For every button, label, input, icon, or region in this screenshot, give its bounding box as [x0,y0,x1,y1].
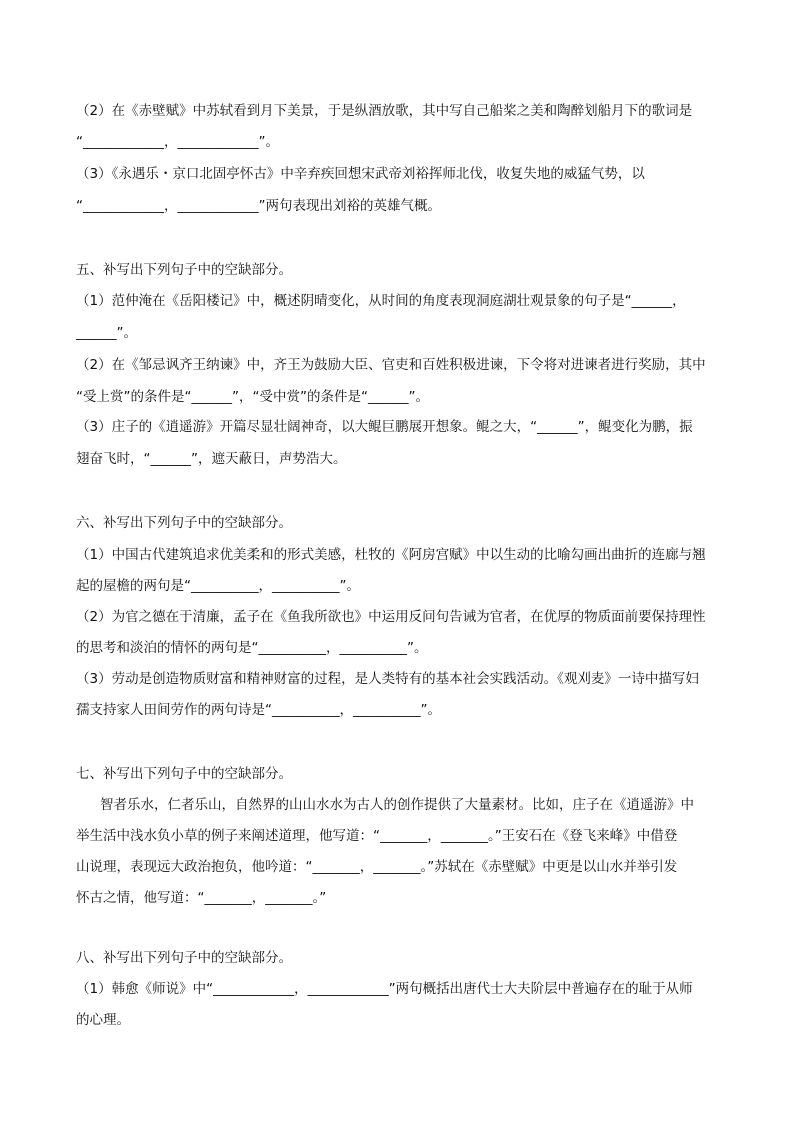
question-line: （2）在《邹忌讽齐王纳谏》中，齐王为鼓励大臣、官吏和百姓积极进谏，下令将对进谏者进行奖励，其中 [76,357,706,373]
section-heading: 六、补写出下列句子中的空缺部分。 [76,515,292,531]
question-line: （1）中国古代建筑追求优美柔和的形式美感，杜牧的《阿房宫赋》中以生动的比喻勾画出曲折的连廊与翘 [76,547,706,563]
answer-blank-line: 的思考和淡泊的情怀的两句是“__________，__________”。 [76,640,428,656]
answer-blank-line: 翅奋飞时，“______”，遮天蔽日，声势浩大。 [76,451,347,467]
answer-blank-line: ______”。 [76,325,137,341]
section-heading: 八、补写出下列句子中的空缺部分。 [76,950,292,966]
question-line: （3）《永遇乐・京口北固亭怀古》中辛弃疾回想宋武帝刘裕挥师北伐，收复失地的威猛气势，以 [76,166,645,182]
answer-blank-line: “受上赏”的条件是“______”，“受中赏”的条件是“______”。 [76,389,429,405]
question-line: （3）劳动是创造物质财富和精神财富的过程，是人类特有的基本社会实践活动。《观刈麦》一诗中描写妇 [76,671,699,687]
paragraph-line: 举生活中浅水负小草的例子来阐述道理，他写道：“_______，_______。”王安石在《登飞来峰》中借登 [76,828,678,844]
question-line: （1）韩愈《师说》中“____________，____________”两句概括出唐代士大夫阶层中普遍存在的耻于从师 [76,981,693,997]
section-heading: 五、补写出下列句子中的空缺部分。 [76,262,292,278]
answer-blank-line: 起的屋檐的两句是“__________，__________”。 [76,578,360,594]
question-line: （1）范仲淹在《岳阳楼记》中，概述阴晴变化，从时间的角度表现洞庭湖壮观景象的句子是“______， [76,293,686,309]
paragraph-line: 怀古之情，他写道：“_______，_______。” [76,890,327,906]
answer-blank-line: 的心理。 [76,1012,130,1028]
paragraph-line: 山说理，表现远大政治抱负，他吟道：“_______，_______。”苏轼在《赤壁赋》中更是以山水并举引发 [76,859,678,875]
answer-blank-line: 孺支持家人田间劳作的两句诗是“__________，__________”。 [76,702,441,718]
question-line: （3）庄子的《逍遥游》开篇尽显壮阔神奇，以大鲲巨鹏展开想象。鲲之大，“______”，鲲变化为鹏，振 [76,419,693,435]
answer-blank-line: “____________，____________”。 [76,134,279,150]
section-heading: 七、补写出下列句子中的空缺部分。 [76,766,292,782]
paragraph-line: 智者乐水，仁者乐山，自然界的山山水水为古人的创作提供了大量素材。比如，庄子在《逍遥游》中 [100,797,694,813]
answer-blank-line: “____________，____________”两句表现出刘裕的英雄气概。 [76,198,441,214]
question-line: （2）在《赤壁赋》中苏轼看到月下美景，于是纵酒放歌，其中写自己船桨之美和陶醉划船月下的歌词是 [76,103,693,119]
question-line: （2）为官之德在于清廉，孟子在《鱼我所欲也》中运用反问句告诫为官者，在优厚的物质面前要保持理性 [76,609,706,625]
